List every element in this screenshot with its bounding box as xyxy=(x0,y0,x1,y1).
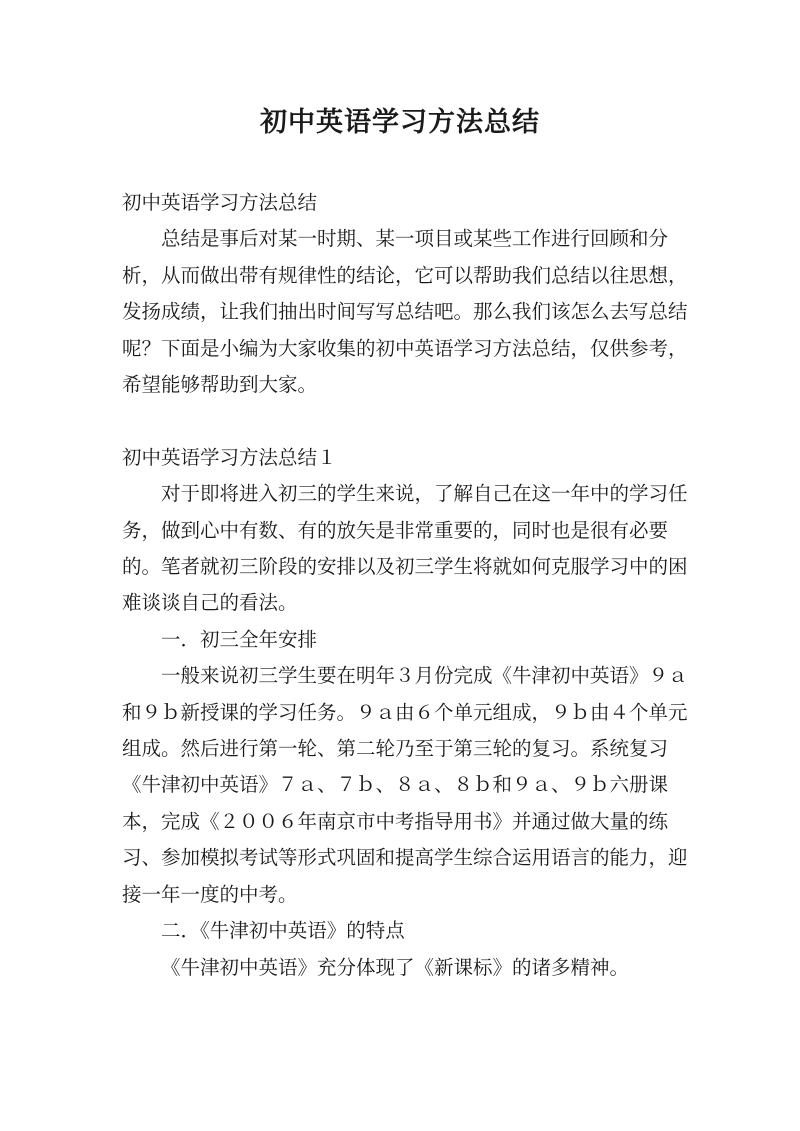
section-heading-intro: 初中英语学习方法总结 xyxy=(122,191,318,214)
document-body xyxy=(122,185,690,986)
subheading-2: 二．《牛津初中英语》的特点 xyxy=(161,919,405,943)
subheading-1: 一．初三全年安排 xyxy=(161,627,318,651)
body-paragraph: 对于即将进入初三的学生来说，了解自己在这一年中的学习任务，做到心中有数、有的放矢是非常重要的，同时也是很有必要的。笔者就初三阶段的安排以及初三学生将就如何克服学习中的困难谈谈自己的看法。 xyxy=(122,482,688,615)
intro-paragraph: 总结是事后对某一时期、某一项目或某些工作进行回顾和分析，从而做出带有规律性的结论，它可以帮助我们总结以往思想，发扬成绩，让我们抽出时间写写总结吧。那么我们该怎么去写总结呢？下面是小编为大家收集的初中英语学习方法总结，仅供参考，希望能够帮助到大家。 xyxy=(122,227,688,397)
body-paragraph: 一般来说初三学生要在明年３月份完成《牛津初中英语》９ａ和９ｂ新授课的学习任务。９ａ由６个单元组成，９ｂ由４个单元组成。然后进行第一轮、第二轮乃至于第三轮的复习。系统复习《牛津初中英语》７ａ、７ｂ、８ａ、８ｂ和９ａ、９ｂ六册课本，完成《２００６年南京市中考指导用书》并通过做大量的练习、参加模拟考试等形式巩固和提高学生综合运用语言的能力，迎接一年一度的中考。 xyxy=(122,664,688,906)
document-title: 初中英语学习方法总结 xyxy=(260,107,540,138)
section-heading-1: 初中英语学习方法总结１ xyxy=(122,445,337,469)
body-paragraph: 《牛津初中英语》充分体现了《新课标》的诸多精神。 xyxy=(161,955,630,979)
spacer xyxy=(122,403,690,439)
